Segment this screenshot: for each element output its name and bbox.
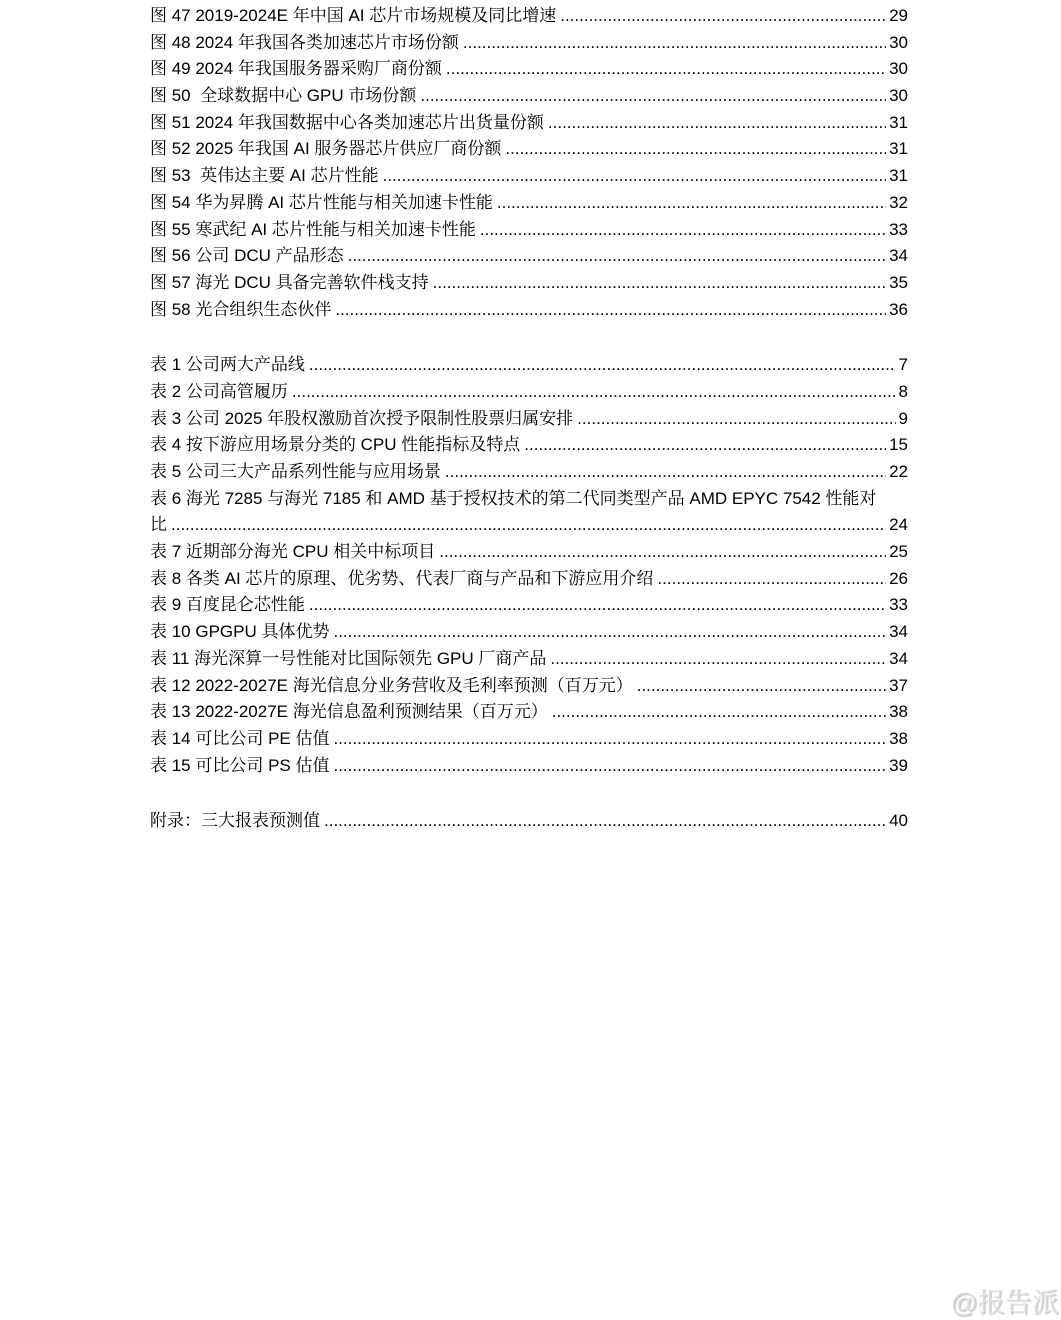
toc-entry xyxy=(150,270,908,297)
toc-entry-label: 图 55 寒武纪 AI 芯片性能与相关加速卡性能 xyxy=(150,219,476,239)
toc-entry xyxy=(150,136,908,163)
toc-leader-dots xyxy=(324,808,886,835)
toc-leader-dots xyxy=(550,646,886,673)
toc-leader-dots xyxy=(439,539,886,566)
toc-entry-label: 表 7 近期部分海光 CPU 相关中标项目 xyxy=(150,542,436,562)
toc-entry-page: 32 xyxy=(889,192,908,212)
toc-entry xyxy=(150,566,908,593)
toc-entry-label: 表 8 各类 AI 芯片的原理、优劣势、代表厂商与产品和下游应用介绍 xyxy=(150,568,654,588)
toc-entry-page: 40 xyxy=(889,811,908,831)
toc-leader-dots xyxy=(463,30,886,57)
toc-entry-label: 表 3 公司 2025 年股权激励首次授予限制性股票归属安排 xyxy=(150,408,574,428)
toc-entry-label: 图 52 2025 年我国 AI 服务器芯片供应厂商份额 xyxy=(150,139,502,159)
toc-entry-label: 表 12 2022-2027E 海光信息分业务营收及毛利率预测（百万元） xyxy=(150,675,633,695)
toc-entry-page: 31 xyxy=(889,112,908,132)
toc-entry xyxy=(150,432,908,459)
toc-entry xyxy=(150,163,908,190)
toc-entry-page: 7 xyxy=(898,355,908,375)
toc-entry xyxy=(150,619,908,646)
toc-leader-dots xyxy=(548,110,886,137)
toc-entry-label: 图 53 英伟达主要 AI 芯片性能 xyxy=(150,166,379,186)
toc-entry-page: 36 xyxy=(889,299,908,319)
toc-entry-label: 图 47 2019-2024E 年中国 AI 芯片市场规模及同比增速 xyxy=(150,6,557,25)
section-gap xyxy=(150,323,908,352)
toc-entry-page: 15 xyxy=(889,435,908,455)
toc-entry-label: 表 14 可比公司 PE 估值 xyxy=(150,728,330,748)
toc-entry-label: 图 58 光合组织生态伙伴 xyxy=(150,299,332,319)
toc-entry-label: 表 4 按下游应用场景分类的 CPU 性能指标及特点 xyxy=(150,435,521,455)
toc-entry-label: 图 48 2024 年我国各类加速芯片市场份额 xyxy=(150,32,459,52)
toc-leader-dots xyxy=(637,673,886,700)
tables-list xyxy=(150,352,908,779)
toc-entry-label: 表 13 2022-2027E 海光信息盈利预测结果（百万元） xyxy=(150,702,548,722)
toc-leader-dots xyxy=(480,217,886,244)
toc-leader-dots xyxy=(348,243,886,270)
watermark: @报告派 xyxy=(950,1288,1059,1318)
section-gap xyxy=(150,779,908,808)
toc-entry-page: 34 xyxy=(889,246,908,266)
toc-entry xyxy=(150,243,908,270)
toc-leader-dots xyxy=(383,163,886,190)
toc-entry xyxy=(150,297,908,324)
toc-entry-label: 表 1 公司两大产品线 xyxy=(150,355,305,375)
toc-leader-dots xyxy=(505,136,886,163)
toc-leader-dots xyxy=(433,270,886,297)
toc-leader-dots xyxy=(309,592,886,619)
toc-entry-label: 图 50 全球数据中心 GPU 市场份额 xyxy=(150,86,417,106)
toc-entry-page: 34 xyxy=(889,622,908,642)
toc-entry xyxy=(150,808,908,835)
toc-entry-label: 图 56 公司 DCU 产品形态 xyxy=(150,246,344,266)
toc-entry-label: 表 11 海光深算一号性能对比国际领先 GPU 厂商产品 xyxy=(150,648,547,668)
toc-entry-page: 30 xyxy=(889,86,908,106)
toc-entry xyxy=(150,646,908,673)
toc-entry-page: 30 xyxy=(889,59,908,79)
toc-entry xyxy=(150,699,908,726)
toc-entry-page: 39 xyxy=(889,755,908,775)
toc-entry xyxy=(150,592,908,619)
appendix-list xyxy=(150,808,908,835)
toc-entry xyxy=(150,190,908,217)
toc-leader-dots xyxy=(577,406,895,433)
toc-entry-label: 比 xyxy=(150,515,167,535)
toc-leader-dots xyxy=(446,56,886,83)
toc-entry xyxy=(150,673,908,700)
toc-leader-dots xyxy=(524,432,886,459)
toc-entry-label: 表 15 可比公司 PS 估值 xyxy=(150,755,330,775)
toc-leader-dots xyxy=(497,190,886,217)
toc-leader-dots xyxy=(552,699,886,726)
toc-entry-page: 33 xyxy=(889,595,908,615)
toc-entry-label: 图 49 2024 年我国服务器采购厂商份额 xyxy=(150,59,442,79)
toc-entry-label: 表 6 海光 7285 与海光 7185 和 AMD 基于授权技术的第二代同类型产品 AMD EPYC 7542 性能对 xyxy=(150,488,877,508)
toc-leader-dots xyxy=(335,297,886,324)
toc-entry xyxy=(150,30,908,57)
toc-leader-dots xyxy=(292,379,896,406)
toc-entry-label: 图 54 华为昇腾 AI 芯片性能与相关加速卡性能 xyxy=(150,192,493,212)
toc-entry-page: 30 xyxy=(889,32,908,52)
toc-leader-dots xyxy=(657,566,886,593)
toc-entry-page: 37 xyxy=(889,675,908,695)
toc-entry xyxy=(150,217,908,244)
toc-entry-page: 29 xyxy=(889,6,908,25)
toc-entry xyxy=(150,406,908,433)
toc-leader-dots xyxy=(333,619,886,646)
toc-leader-dots xyxy=(560,3,886,30)
toc-leader-dots xyxy=(309,352,896,379)
toc-entry xyxy=(150,753,908,780)
toc-entry-label: 图 57 海光 DCU 具备完善软件栈支持 xyxy=(150,272,429,292)
toc-entry-page: 24 xyxy=(889,515,908,535)
toc-leader-dots xyxy=(333,753,886,780)
toc-entry-page: 8 xyxy=(898,381,908,401)
toc-entry xyxy=(150,486,908,513)
toc-entry-label: 图 51 2024 年我国数据中心各类加速芯片出货量份额 xyxy=(150,112,544,132)
toc-entry xyxy=(150,56,908,83)
toc-entry-page: 22 xyxy=(889,462,908,481)
toc-entry-page: 31 xyxy=(889,166,908,186)
toc-entry xyxy=(150,539,908,566)
toc-leader-dots xyxy=(420,83,886,110)
toc-entry-label: 表 10 GPGPU 具体优势 xyxy=(150,622,330,642)
toc-entry-page: 9 xyxy=(898,408,908,428)
toc-entry xyxy=(150,459,908,486)
toc-entry xyxy=(150,512,908,539)
toc-entry xyxy=(150,110,908,137)
toc-leader-dots xyxy=(445,459,886,486)
toc-entry xyxy=(150,379,908,406)
toc-entry-page: 35 xyxy=(889,272,908,292)
toc-entry-label: 表 5 公司三大产品系列性能与应用场景 xyxy=(150,462,441,481)
figures-list xyxy=(150,3,908,323)
toc-entry xyxy=(150,352,908,379)
toc-entry-page: 38 xyxy=(889,702,908,722)
toc-entry xyxy=(150,726,908,753)
toc-leader-dots xyxy=(333,726,886,753)
toc-entry-page: 26 xyxy=(889,568,908,588)
toc-entry-label: 附录：三大报表预测值 xyxy=(150,811,320,831)
toc-entry-page: 38 xyxy=(889,728,908,748)
table-of-contents xyxy=(150,3,908,835)
toc-entry xyxy=(150,3,908,30)
toc-entry-page: 34 xyxy=(889,648,908,668)
toc-entry-page: 33 xyxy=(889,219,908,239)
toc-entry-label: 表 9 百度昆仑芯性能 xyxy=(150,595,305,615)
toc-entry-page: 31 xyxy=(889,139,908,159)
toc-entry xyxy=(150,83,908,110)
toc-entry-label: 表 2 公司高管履历 xyxy=(150,381,288,401)
toc-entry-page: 25 xyxy=(889,542,908,562)
toc-leader-dots xyxy=(171,512,886,539)
